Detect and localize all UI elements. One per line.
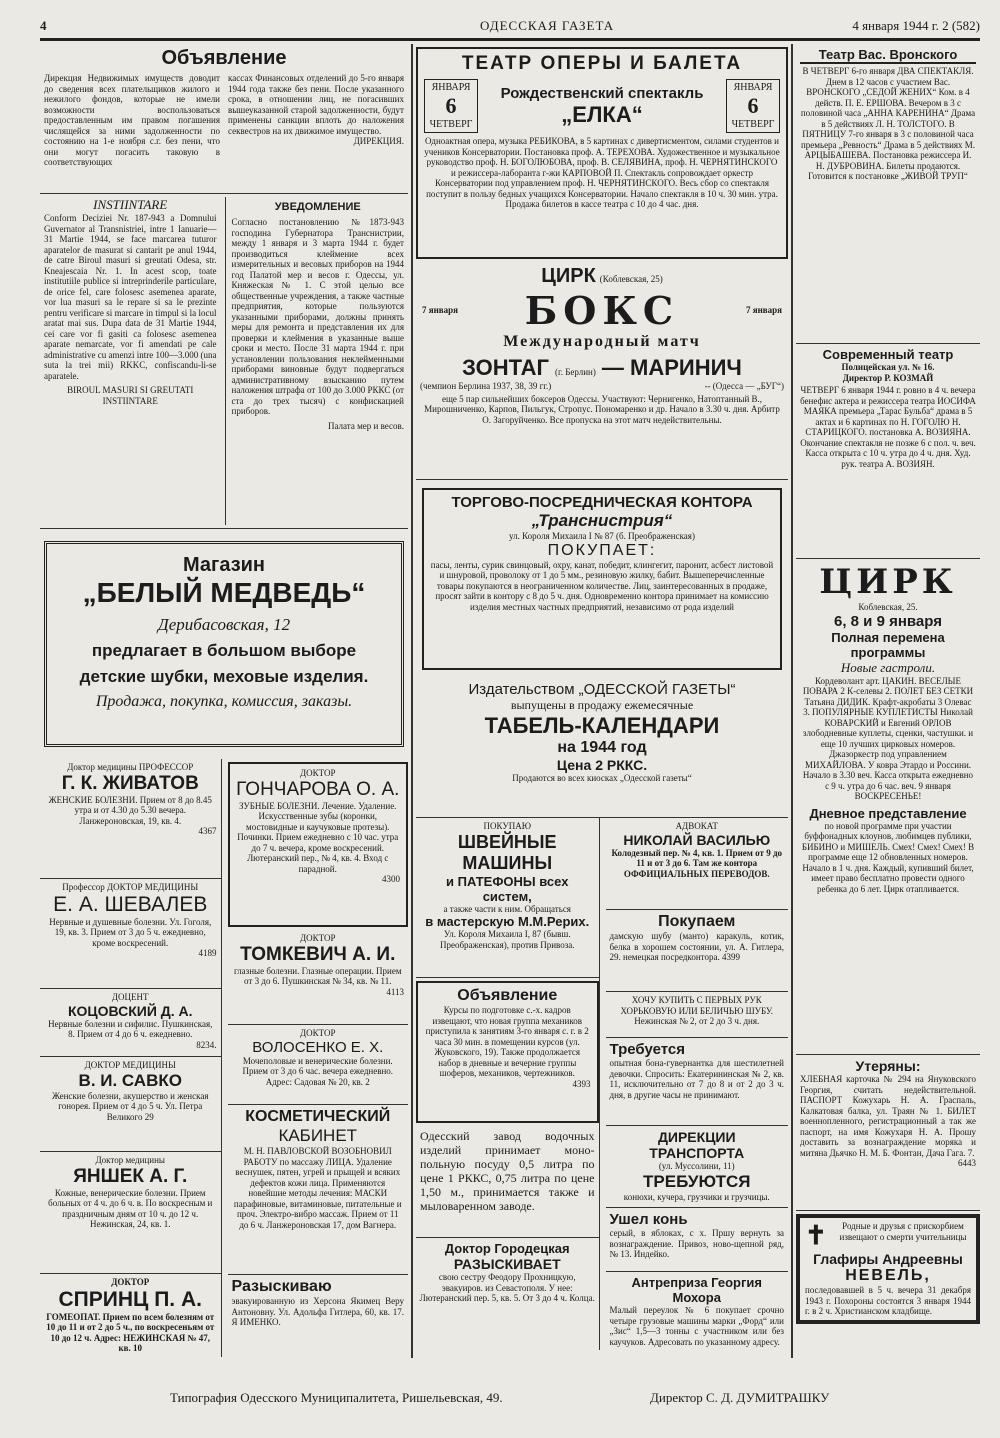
doctor-name: Г. К. ЖИВАТОВ xyxy=(61,772,199,794)
sewing-machines-ad xyxy=(416,818,599,978)
column-divider xyxy=(411,44,413,1358)
doctor-name: ВОЛОСЕНКО Е. Х. xyxy=(252,1038,384,1056)
calendar-year: на 1944 год xyxy=(557,739,647,756)
bear-l1: Магазин xyxy=(182,554,266,576)
lawyer-ad xyxy=(606,818,789,910)
doctor-ad xyxy=(40,1057,221,1152)
doctor-details: Нервные и душевные болезни. Ул. Гоголя, 19, кв. 3. Прием от 3 до 5 ч. ежедневно, кроме воскресений. xyxy=(49,916,212,948)
search-sister-ad xyxy=(416,1238,599,1307)
column-right xyxy=(796,44,980,1358)
announcement-block xyxy=(40,44,408,194)
lost-horse-ad xyxy=(606,1208,789,1272)
doctor-title: ДОКТОР xyxy=(299,1028,336,1038)
opera-theatre-ad xyxy=(416,47,788,259)
uvedomlenie-text: Согласно постановлению №1873-943 господина Губернатора Транснистрии, между 1 января и 3 марта 1944 г. будет производиться клеймение всех измерительных и весовых приборов на 1944 год Палатой мер и весов г. Одессы, ул. Княжеская № 1. С этой целью все общественные учреждения, а также частные предприятия, которые пользуются указанными приборами, должны принять меры для ремонта и представления их для проверки и клеймения в указанные выше сроки и место. После 31 марта 1944 г. при установлении пользования неклейменными приборами виновные будут подвергаться административному взысканию путем наложения штрафа от 100 до 3.000 РККС (от ста до трех тысяч) с конфискацией приборов. xyxy=(231,217,404,416)
date-box-right xyxy=(726,79,780,133)
modern-theatre-ad xyxy=(796,344,980,559)
vronsky-theatre-ad xyxy=(796,44,980,344)
bear-l6: Продажа, покупка, комиссия, заказы. xyxy=(95,693,353,710)
horse-details: серый, в яблоках, с х. Пршу вернуть за вознаграждение. Привоз, ново-щепной ряд, № 13. Индейко. xyxy=(609,1228,784,1259)
doctor-ad xyxy=(40,759,221,879)
calendar-sales: Продаются во всех киосках „Одесской газеты“ xyxy=(512,773,692,783)
wanted-title: Требуется xyxy=(609,1041,685,1058)
circus-address: (Коблевская, 25) xyxy=(599,274,663,284)
white-bear-ad xyxy=(44,541,404,747)
doctor-name: Е. А. ШЕВАЛЕВ xyxy=(53,892,208,916)
transport-directorate-ad xyxy=(606,1126,789,1208)
obituary-details: последовавшей в 5 ч. вечера 31 декабря 1943 г. Похороны состоятся 3 января 1944 г. в 2 ч. Христианском кладбище. xyxy=(805,1285,971,1316)
doctor-ad xyxy=(40,989,221,1057)
courses-announcement xyxy=(416,981,599,1123)
circus2-address: Коблевская, 25. xyxy=(858,602,918,612)
transport-title: ДИРЕКЦИИ ТРАНСПОРТА xyxy=(649,1129,745,1161)
wanted-details: опытная бона-гувернантка для шестилетней девочки. Спросить: Екатерининская № 2, кв. 11, исключительно от 7 до 8 и от 2 до 3 ч. дня, в другие часы не принимают. xyxy=(609,1058,784,1100)
want-fur-ad xyxy=(606,992,789,1038)
modern-details: ЧЕТВЕРГ 6 января 1944 г. ровно в 4 ч. вечера бенефис актера и режиссера театра ИОСИФА МАЯКА премьера „Тарас Бульба“ драма в 5 актах и 6 картинах по Н. ГОГОЛЮ Н. СТАРИЦКОГО. постановка А. ВОЗИЯНА. Окончание спектакля не позже 6 с пол. ч. веч. Касса открыта с 10 ч. утра до 4 ч. дня. Худ. рук. театра А. ВОЗИЯН. xyxy=(800,385,976,469)
column-divider xyxy=(791,44,793,1358)
doctor-details: глазные болезни. Глазные операции. Прием от 3 до 6. Пушкинская № 34, кв. № 11. xyxy=(233,965,402,986)
instiintare-title: INSTIINTARE xyxy=(93,197,168,212)
deceased-surname: НЕВЕЛЬ, xyxy=(845,1267,931,1284)
trade-address: ул. Короля Михаила I № 87 (б. Преображенская) xyxy=(509,531,695,541)
doctor-title: ДОКТОР xyxy=(299,768,336,778)
doctor-details: ГОМЕОПАТ. Прием по всем болезням от 10 до 11 и от 2 до 5 ч., по воскресеньям от 10 до 12 ч. Адрес: НЕЖИНСКАЯ № 47, кв. 10 xyxy=(46,1311,215,1353)
deceased-name: Глафиры Андреевны xyxy=(813,1251,963,1267)
lawyer-name: НИКОЛАЙ ВАСИЛЬЮ xyxy=(623,831,771,848)
sewing-workshop: в мастерскую М.М.Рерих. xyxy=(425,914,590,929)
doctor-title: Профессор ДОКТОР МЕДИЦИНЫ xyxy=(62,882,199,892)
date-box-left xyxy=(424,79,478,133)
calendar-price: Цена 2 РККС. xyxy=(556,757,648,773)
transport-address: (ул. Муссолини, 11) xyxy=(658,1161,735,1171)
doctor-title: ДОКТОР МЕДИЦИНЫ xyxy=(84,1060,176,1070)
ad-code: 4393 xyxy=(572,1078,591,1089)
boxer-two-note: -- (Одесса — „БУГ“) xyxy=(704,381,784,391)
doctor-details: Мочеполовые и венерические болезни. Прием от 3 до 6 час. вечера ежедневно. Адрес: Садовая № 20, кв. 2 xyxy=(242,1055,394,1087)
doctor-name: СПРИНЦ П. А. xyxy=(58,1287,202,1311)
sewing-title: ШВЕЙНЫЕ МАШИНЫ xyxy=(457,831,557,873)
measures-notices xyxy=(40,194,408,529)
search-details: эвакуированную из Херсона Якимец Веру Антоновну. Ул. Адольфа Гитлера, 60, кв. 17. Я ИМЕНКО. xyxy=(231,1296,404,1327)
announcement-title: Объявление xyxy=(161,47,287,69)
date-day: 6 xyxy=(445,93,457,118)
transport-roles: конюхи, кучера, грузчики и грузчицы. xyxy=(623,1191,770,1202)
calendar-title: ТАБЕЛЬ-КАЛЕНДАРИ xyxy=(484,713,720,738)
date-weekday: ЧЕТВЕРГ xyxy=(429,119,473,130)
search-person-ad xyxy=(228,1275,409,1331)
doctor-ad xyxy=(228,930,409,1025)
column-middle xyxy=(416,44,788,1358)
boxer-one: ЗОНТАГ xyxy=(462,355,550,380)
announcement-right-text: кассах Финансовых отделений до 5-го января 1944 года также без пени. После указанного срока, в отношении лиц, не погасивших вышеуказанной старой задолженности, будут применены санкции вплоть до наложения секвестров на их движимое имущество. xyxy=(228,73,404,136)
bear-l2: „БЕЛЫЙ МЕДВЕДЬ“ xyxy=(82,577,366,608)
circus2-program: Полная перемена программы xyxy=(831,629,945,660)
doctor-ad xyxy=(40,879,221,989)
show-title: „ЕЛКА“ xyxy=(561,101,643,127)
cosmetic-subtitle: КАБИНЕТ xyxy=(278,1126,358,1145)
cross-icon: ✝ xyxy=(805,1221,827,1250)
search-details: свою сестру Феодору Прохницкую, эвакуиров. из Севастополя. У нее: Лютеранский пер. 5, кв. 5. От 3 до 4 ч. Колца. xyxy=(419,1272,595,1303)
doctor-title: ДОЦЕНТ xyxy=(111,992,149,1002)
lost-title: Утеряны: xyxy=(855,1058,921,1074)
mokhor-ad xyxy=(606,1272,789,1350)
doctor-title: ДОКТОР xyxy=(111,1277,150,1287)
trade-details: пасы, ленты, сурик свинцовый, охру, канат, победит, клингегит, паронит, асбест листовой и шнуровой, проволоку от 1 до 5 мм., резиновую жилку, бабит. Вышеперечисленные товары покупаются в неограниченном количестве. Лиц, заинтересованных в продаже, просят зайти в контору с 8 до 5 ч. дня. Одновременно контора принимает на комиссию изделия местных частных предприятий, независимо от рода изделий xyxy=(430,559,774,612)
search-title: РАЗЫСКИВАЕТ xyxy=(453,1256,561,1272)
cosmetic-ad xyxy=(228,1105,409,1275)
event-sport: БОКС xyxy=(524,288,680,333)
page-number: 4 xyxy=(40,18,47,33)
buying-details: дамскую шубу (манто) каракуль, котик, белка в хорошем состоянии, ул. А. Гитлера, 29. немецкая посредконтора. 4399 xyxy=(609,931,784,962)
circus-boxing-ad xyxy=(416,262,788,480)
doctor-details: Женские болезни, акушерство и женская гонорея. Прием от 4 до 5 ч. Ул. Петра Великого 29 xyxy=(52,1090,209,1122)
director-imprint: Директор С. Д. ДУМИТРАШКУ xyxy=(650,1390,830,1405)
circus2-dates: 6, 8 и 9 января xyxy=(834,612,942,630)
modern-director: Директор Р. КОЗМАЙ xyxy=(842,372,934,383)
doctor-ad xyxy=(40,1274,221,1357)
search-title: Разыскиваю xyxy=(231,1278,332,1295)
announcement-sign: ДИРЕКЦИЯ. xyxy=(353,136,404,146)
obituary-intro: Родные и друзья с прискорбием извещают о смерти учительницы xyxy=(839,1221,967,1242)
sewing-title-2: и ПАТЕФОНЫ всех систем, xyxy=(446,873,569,904)
boxing-details: еще 5 пар сильнейших боксеров Одессы. Участвуют: Чернигенко, Натоптанный В., Мирошниченко, Карпов, Пильгук, Стропус. Пономаренко и др. Начало в 3.30 ч. дня. Арбитр О. Загоруйченко. Все пропуска на этот матч недействительны. xyxy=(424,393,780,425)
doctor-ad xyxy=(40,1152,221,1274)
doctor-name: ЯНШЕК А. Г. xyxy=(73,1165,188,1187)
governess-wanted-ad xyxy=(606,1038,789,1126)
ad-code: 4189 xyxy=(198,948,217,958)
ad-code: 4367 xyxy=(198,826,217,836)
instiintare-sign: BIROUL MASURI SI GREUTATI INSTIINTARE xyxy=(67,385,194,406)
modern-title: Современный театр xyxy=(822,347,954,362)
doctor-title: Доктор медицины ПРОФЕССОР xyxy=(67,762,194,772)
doctor-details: Кожные, венерические болезни. Прием больных от 4 ч. до 6 ч. в. По воскресным и праздничным дням от 10 ч. до 12 ч. Нежинская, 24, кв. 1. xyxy=(48,1187,213,1229)
doctor-name: ТОМКЕВИЧ А. И. xyxy=(240,943,396,965)
sewing-pre: ПОКУПАЮ xyxy=(483,821,531,831)
event-date: 7 января xyxy=(421,305,459,316)
vronsky-details: В ЧЕТВЕРГ 6-го января ДВА СПЕКТАКЛЯ. Днем в 12 часов с участием Вас. ВРОНСКОГО „СЕДОЙ ЖЕНИХ“ Ком. в 4 действ. П. Е. ЕРШОВА. Вечером в 3 с половиной часа „АННА КАРЕНИНА“ Драма в 5 действиях Л. Н. ТОЛСТОГО. В ПЯТНИЦУ 7-го января в 3 с половиной часа премьера „Ревность“ Драма в 5 действиях М. АРЦЫБАШЕВА. Постановка режиссера И. Н. ДУБРОВИНА. Билеты продаются. Готовится к постановке „ЖИВОЙ ТРУП“ xyxy=(800,66,976,181)
uvedomlenie-sign: Палата мер и весов. xyxy=(327,420,404,431)
uvedomlenie-title: УВЕДОМЛЕНИЕ xyxy=(274,201,361,213)
courses-title: Объявление xyxy=(457,987,558,1004)
page-header xyxy=(40,18,980,38)
ad-code: 4300 xyxy=(382,874,400,884)
ad-code: 6443 xyxy=(958,1158,976,1168)
cosmetic-title: КОСМЕТИЧЕСКИЙ xyxy=(245,1108,391,1125)
trade-name: „Транснистрия“ xyxy=(531,511,673,530)
circus2-tour: Новые гастроли. xyxy=(840,659,936,675)
lawyer-title: АДВОКАТ xyxy=(675,821,718,831)
trade-title: ТОРГОВО-ПОСРЕДНИЧЕСКАЯ КОНТОРА xyxy=(451,494,753,511)
doctor-details: Нервные болезни и сифилис. Пушкинская, 8. Прием от 4 до 6 ч. ежедневно. xyxy=(48,1018,213,1039)
trade-buys: ПОКУПАЕТ: xyxy=(547,541,657,559)
bear-l4: предлагает в большом выборе xyxy=(91,641,357,660)
horse-title: Ушел конь xyxy=(609,1211,688,1228)
doctor-name: КОЦОВСКИЙ Д. А. xyxy=(67,1002,193,1019)
vodka-plant-ad xyxy=(416,1126,599,1238)
instiintare-text: Conform Deciziei Nr. 187-943 a Domnului Guvernator al Transnistriei, intre 1 Ianuarie—31 Martie 1944, se face marcarea tuturor aparatelor de masurat si cantarit pe anul 1944, de catre Biroul masuri si greutati Odesa, str. Kneajescaia Nr. 1. In acest scop, toate institutiile publice si intreprinderile particulare, de orice fel, care folosesc asemenea aparate, vor lua masuri sa le repare si sa le prezinte pentru verificare si marcare in timpul si la locul aratat mai sus. Dupa data de 31 Martie 1944, cei care vor fi gasiti ca folosesc asemenea aparate nemarcate, vor fi amendati pe cale administrative cu amenzi intre 100—3.000 (una suta la trei mii) RKKC, confiscandu-li-se aparatele. xyxy=(44,213,217,381)
trade-office-ad xyxy=(422,488,782,670)
boxer-one-city: (г. Берлин) xyxy=(555,367,596,377)
day-show-details: по новой программе при участии буффонадных клоунов, любимцев публики, БИБИНО и МИШЕЛЬ. Смех! Смех! Смех! В программе еще 12 обновленных номеров. Начало в 1 ч. дня. Каждый, купивший билет, имеет право бесплатно провести одного ребенка до 6 лет. Цирк отапливается. xyxy=(801,820,975,894)
newspaper-title: ОДЕССКАЯ ГАЗЕТА xyxy=(480,18,615,33)
bear-l3: Дерибасовская, 12 xyxy=(157,615,291,634)
header-rule xyxy=(40,38,980,41)
match-title: Международный матч xyxy=(503,333,701,350)
doctor-name: В. И. САВКО xyxy=(78,1070,182,1090)
buying-title: Покупаем xyxy=(658,913,736,930)
transport-required: ТРЕБУЮТСЯ xyxy=(643,1171,751,1191)
date-month: ЯНВАРЯ xyxy=(431,82,471,93)
circus2-title: ЦИРК xyxy=(819,562,957,602)
doctor-ad xyxy=(228,1025,409,1105)
ad-code: 4113 xyxy=(386,986,404,997)
circus2-details: Кордеволант арт. ЦАКИН. ВЕСЕЛЫЕ ПОВАРА 2 К-селевы 2. ПОЛЕТ БЕЗ СЕТКИ Татьяна ДИДИК. Крафт-акробаты 3 Олевас 3. ПОПУЛЯРНЫЕ КУПЛЕТИСТЫ Николай КОВАРСКИЙ и Евгений ОРЛОВ злободневные куплеты, сценки, частушки. и еще 10 лучших цирковых номеров. Джазоркестр под управлением МИХАЙЛОВА. У ковра Этардо и Россини. Начало в 3.30 веч. Касса открыта ежедневно с 9 ч. утра до 6 час. веч. 9 января ВОСКРЕСЕНЬЕ! xyxy=(802,675,974,801)
vodka-details: Одесский завод водочных изделий принимает моно-польную посуду 0,5 литра по цене 1 РККС, 0,75 литра по цене 1,50 м., принимается также и мыловаренном заводе. xyxy=(420,1129,595,1213)
cosmetic-details: М. Н. ПАВЛОВСКОЙ ВОЗОБНОВИЛ РАБОТУ по массажу ЛИЦА. Удаление веснушек, пятен, угрей и прыщей и всяких дефектов кожи лица. Применяются новейшие методы лечения: МАСКИ парафиновые, витаминовые, питательные и проч. Электро-вибро массаж. Прием от 11 до 6 ч. Ланжероновская 17, дом Вагнера. xyxy=(233,1146,402,1230)
circus-title: ЦИРК xyxy=(541,265,596,287)
show-subtitle: Рождественский спектакль xyxy=(500,84,704,102)
doctor-details: ЖЕНСКИЕ БОЛЕЗНИ. Прием от 8 до 8.45 утра и от 4.30 до 5.30 вечера. Ланжероновская, 19, кв. 4. xyxy=(48,794,212,826)
doctor-details: ЗУБНЫЕ БОЛЕЗНИ. Лечение. Удаление. Искусственные зубы (коронки, мостовидные и каучуковые протезы). Починки. Прием ежедневно с 10 час. утра до 7 ч. вечера, кроме воскресений. Лютеранский пер., № 4, кв. 4. Вход с парадной. xyxy=(237,800,399,874)
column-left xyxy=(40,44,408,1358)
sewing-line: а также части к ним. Обращаться xyxy=(443,903,571,914)
classifieds-middle xyxy=(416,818,788,1350)
calendar-line: выпущены в продажу ежемесячные xyxy=(510,698,694,712)
boxer-two: — МАРИНИЧ xyxy=(601,355,742,380)
event-date: 7 января xyxy=(745,305,782,316)
day-show-title: Дневное представление xyxy=(809,805,967,821)
vronsky-title: Театр Вас. Вронского xyxy=(800,47,976,64)
modern-address: Полицейская ул. № 16. xyxy=(841,362,935,372)
sewing-address: Ул. Короля Михаила I, 87 (бывш. Преображенская), против Привоза. xyxy=(439,929,575,950)
boxer-one-note: (чемпион Берлина 1937, 38, 39 гг.) xyxy=(420,381,552,391)
mokhor-title: Антреприза Георгия Мохора xyxy=(631,1275,762,1305)
date-day: 6 xyxy=(747,93,759,118)
doctors-section xyxy=(40,759,408,1357)
ad-code: 8234. xyxy=(196,1039,217,1050)
dentist-ad xyxy=(228,762,409,927)
issue-date: 4 января 1944 г. 2 (582) xyxy=(852,18,980,33)
search-doctor: Доктор Городецкая xyxy=(444,1241,570,1256)
mokhor-details: Малый переулок № 6 покупает срочно четыре грузовые машины марки „Форд“ или „Зис“ 1,5—3 тонны с участником или без каучуков. Адресовать по указанному адресу. xyxy=(609,1305,784,1347)
doctor-title: Доктор медицины xyxy=(95,1155,165,1165)
doctor-name: ГОНЧАРОВА О. А. xyxy=(236,778,400,800)
calendar-ad xyxy=(416,678,788,818)
theatre-title: ТЕАТР ОПЕРЫ И БАЛЕТА xyxy=(461,53,743,74)
want-details: ХОЧУ КУПИТЬ С ПЕРВЫХ РУК ХОРЬКОВУЮ ИЛИ БЕЛИЧЬЮ ШУБУ. Нежинская № 2, от 2 до 3 ч. дня. xyxy=(620,995,774,1026)
lost-details: ХЛЕБНАЯ карточка № 294 на Януковского Георгия, считать недействительной. ПАСПОРТ Кожухарь Н. А. Граспаль, Калкатовая балка, ул. Траян № 1. БИЛЕТ военнопленного, регистрационный а так же паспорт, на имя Кожухаря Н. А. Прошу доставить за вознаграждение моряка и митяна Дьячко Н. М. Б. Фонтан, Дача Гага. 7. xyxy=(800,1074,976,1158)
lawyer-details: Колодезный пер. № 4, кв. 1. Прием от 9 до 11 и от 3 до 6. Там же контора ОФФИЦИАЛЬНЫХ ПЕРЕВОДОВ. xyxy=(611,847,782,879)
announcement-left-text: Дирекция Недвижимых имуществ доводит до сведения всех плательщиков жилого и нежилого фондов, которые не имели возможности воспользоваться предоставленным им правом погашения числящейся за ними задолженности по состоянию на 1-е ноября с.г. без пени, что они могут погасить таковую в соответствующих xyxy=(44,73,220,167)
buying-furs-ad xyxy=(606,910,789,992)
lost-documents-ad xyxy=(796,1055,980,1211)
obituary xyxy=(796,1214,980,1324)
printer-imprint: Типография Одесского Муниципалитета, Ришельевская, 49. xyxy=(170,1390,503,1405)
bear-l5: детские шубки, меховые изделия. xyxy=(79,667,369,686)
date-weekday: ЧЕТВЕРГ xyxy=(731,119,775,130)
doctor-title: ДОКТОР xyxy=(299,933,336,943)
calendar-publisher: Издательством „ОДЕССКОЙ ГАЗЕТЫ“ xyxy=(468,681,736,698)
circus-program-ad xyxy=(796,559,980,1055)
date-month: ЯНВАРЯ xyxy=(733,82,773,93)
theatre-details: Одноактная опера, музыка РЕБИКОВА, в 5 картинах с дивертисментом, силами студентов и учеников Консерватории. Постановка проф. А. ТЕРЕХОВА. Художественное и музыкальное руководство проф. Н. БОГОЛЮБОВА, проф. В. СЕЛЯВИНА, проф. Н. ЧЕРНЯТИНСКОГО и режиссера-лаборанта г-жи КАРПОВОЙ П. Спектакль сопровождает оркестр Консерватории под управлением проф. Н. ЧЕРНЯТИНСКОГО. Весь сбор со спектакля поступит в пользу бедных учащихся Консерватории. Начало спектакля в 10 ч. 30 мин. утра. Продажа билетов в кассе театра с 10 до 4 час. дня. xyxy=(424,136,780,209)
courses-details: Курсы по подготовке с.-х. кадров извещают, что новая группа механиков приступила к занятиям 3-го января с. г. в 2 часа 30 мин. в помещении курсов (ул. Жуковского, 19). Также продолжается набор в дневные и вечерние группы шоферов, механиков, чертежников. xyxy=(425,1005,589,1078)
